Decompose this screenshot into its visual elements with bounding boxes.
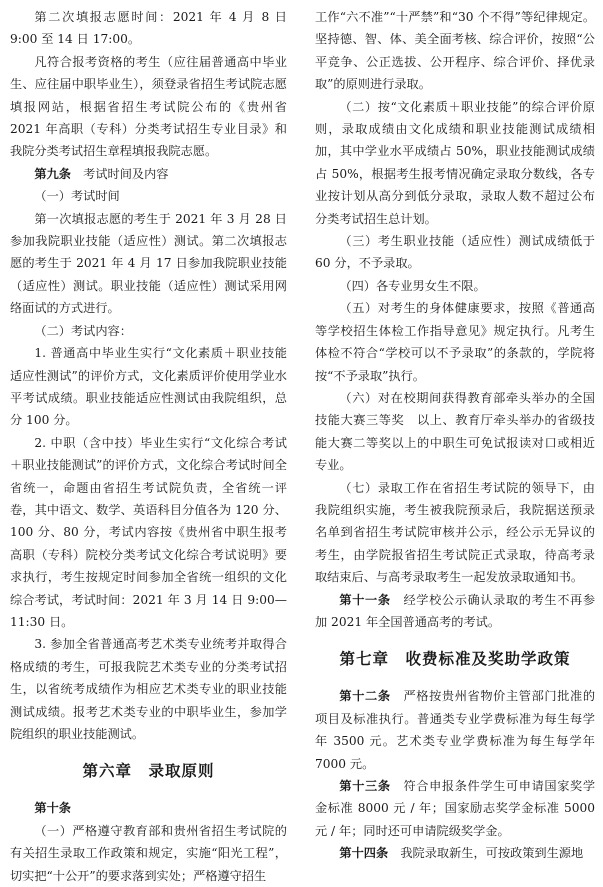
article-text: 经学校公示确认录取的考生不再参加 2021 年全国普通高考的考试。 (315, 592, 596, 629)
article-heading (10, 797, 287, 819)
article-text: 严格按贵州省物价主管部门批准的项目及标准执行。普通类专业学费标准为每生每学年 3500 元。艺术类专业学费标准为每生每学年 7000 元。 (315, 689, 596, 771)
paragraph: 3. 参加全省普通高考艺术类专业统考并取得合格成绩的考生，可报我院艺术类专业的分类考试招生，以省统考成绩作为相应艺术类专业的职业技能测试成绩。报考艺术类专业的中职毕业生，参加学院组织的职业技能测试。 (10, 637, 287, 741)
paragraph: （五）对考生的身体健康要求，按照《普通高等学校招生体检工作指导意见》规定执行。凡考生体检不符合“学校可以不予录取”的条款的，学院将按“不予录取”执行。 (315, 301, 595, 383)
article-text: 符合申报条件学生可申请国家奖学金标准 8000 元 / 年；国家励志奖学金标准 5000 元 / 年；同时还可申请院级奖学金。 (315, 779, 596, 838)
article-paragraph (315, 589, 595, 634)
paragraph: 第二次填报志愿时间：2021 年 4 月 8 日 9:00 至 14 日 17:00。 (10, 10, 287, 47)
article-number: 第十一条 (339, 592, 391, 607)
article-heading (10, 163, 287, 185)
article-number: 第十四条 (339, 846, 389, 861)
chapter-heading: 第六章 录取原则 (82, 762, 215, 781)
paragraph: （七）录取工作在省招生考试院的领导下，由我院组织实施，考生被我院预录后，我院据送预录名单到省招生考试院审核并公示，经公示无异议的考生，由学院报省招生考试院正式录取，待高考录取结束后、与高考录取考生一起发放录取通知书。 (315, 480, 595, 585)
article-text: 考试时间及内容 (70, 166, 169, 181)
article-number: 第十二条 (339, 689, 391, 704)
paragraph: （四）各专业男女生不限。 (339, 278, 486, 293)
paragraph: （一）考试时间 (34, 189, 120, 204)
right-column (315, 6, 595, 865)
chapter-heading: 第七章 收费标准及奖助学政策 (339, 650, 571, 669)
article-paragraph (315, 842, 595, 864)
left-column (10, 6, 287, 887)
paragraph: 第一次填报志愿的考生于 2021 年 3 月 28 日参加我院职业技能（适应性）测试。第二次填报志愿的考生于 2021 年 4 月 17 日参加我院职业技能（适应性）测试。职业技能（适应性）测试采用网络面试的方式进行。 (10, 211, 287, 316)
article-paragraph (315, 775, 595, 842)
paragraph: （一）严格遵守教育部和贵州省招生考试院的有关招生录取工作政策和规定，实施“阳光工程”，切实把“十公开”的要求落到实处；严格遵守招生 (10, 823, 287, 883)
paragraph: （二）按“文化素质＋职业技能”的综合评价原则，录取成绩由文化成绩和职业技能测试成绩相加，其中学业水平成绩占 50%，职业技能测试成绩占 50%，根据考生报考情况确定录取分数线，各专业按计划从高分到低分录取，录取人数不超过公布分类考试招生总计划。 (315, 99, 595, 226)
paragraph: 2. 中职（含中技）毕业生实行“文化综合考试＋职业技能测试”的评价方式，文化综合考试时间全省统一，命题由省招生考试院负责，全省统一评卷，其中语文、数学、英语科目分值各为 120 分、100 分、80 分，考试内容按《贵州省中职生报考高职（专科）院校分类考试文化综合考试说明》要求执行，考生按规定时间参加全省统一组织的文化综合考试，考试时间：2021 年 3 月 14 日 9:00—11:30 日。 (10, 435, 287, 629)
article-number: 第十三条 (339, 779, 391, 793)
paragraph: 凡符合报考资格的考生（应往届普通高中毕业生、应往届中职毕业生），须登录省招生考试院志愿填报网站，根据省招生考试院公布的《贵州省 2021 年高职（专科）分类考试招生专业目录》和我院分类考试招生章程填报我院志愿。 (10, 54, 287, 159)
article-paragraph (315, 685, 595, 775)
paragraph: 工作“六不准”“十严禁”和“30 个不得”等纪律规定。坚持德、智、体、美全面考核、综合评价，按照“公平竞争、公正选拔、公开程序、综合评价、择优录取”的原则进行录取。 (315, 10, 595, 92)
paragraph: （二）考试内容： (34, 323, 132, 338)
paragraph: （三）考生职业技能（适应性）测试成绩低于 60 分，不予录取。 (315, 234, 595, 271)
article-number: 第十条 (34, 801, 71, 816)
paragraph: 1. 普通高中毕业生实行“文化素质＋职业技能适应性测试”的评价方式，文化素质评价使用学业水平考试成绩。职业技能适应性测试由我院组织，总分 100 分。 (10, 346, 287, 428)
article-number: 第九条 (34, 166, 71, 181)
paragraph: （六）对在校期间获得教育部牵头举办的全国技能大赛三等奖 以上、教育厅牵头举办的省级技能大赛二等奖以上的中职生可免试报读对口或相近专业。 (315, 390, 595, 473)
article-text: 我院录取新生，可按政策到生源地 (388, 846, 584, 861)
